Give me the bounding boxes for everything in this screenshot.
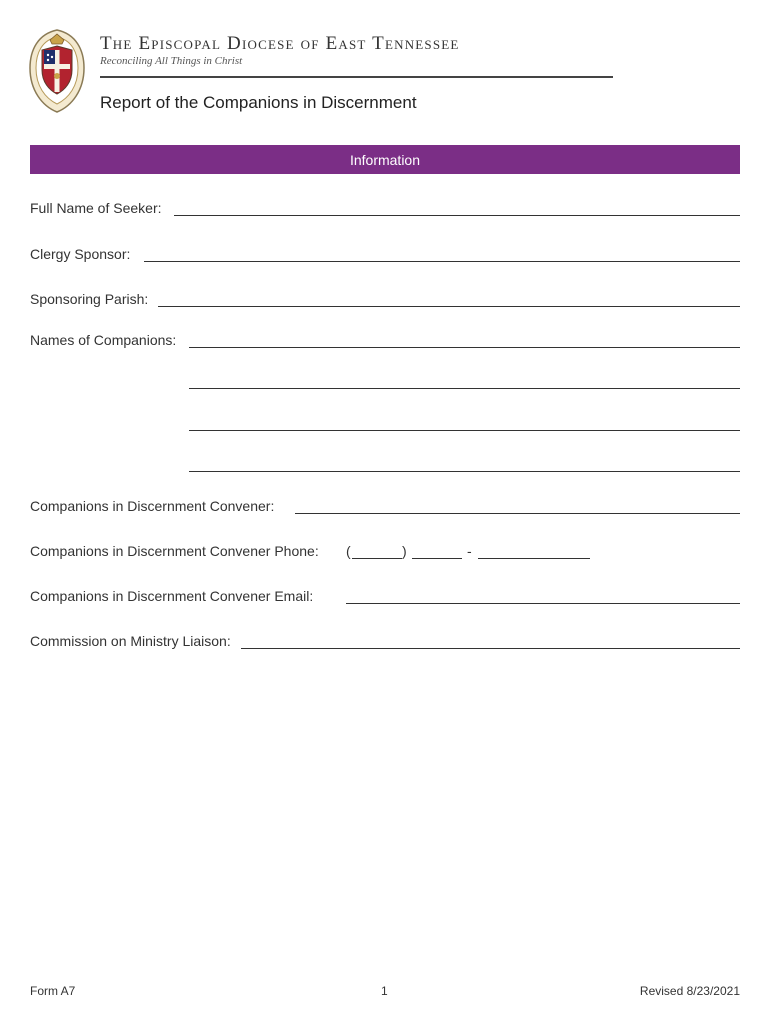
convener-field[interactable] <box>295 513 740 514</box>
phone-prefix-field[interactable] <box>412 558 462 559</box>
seeker-name-field[interactable] <box>174 215 740 216</box>
organization-name: The Episcopal Diocese of East Tennessee <box>100 33 460 54</box>
clergy-sponsor-field[interactable] <box>144 261 740 262</box>
header-divider <box>100 76 613 78</box>
seeker-name-label: Full Name of Seeker: <box>30 200 162 216</box>
companion-name-field-1[interactable] <box>189 347 740 348</box>
companion-name-field-3[interactable] <box>189 430 740 431</box>
liaison-label: Commission on Ministry Liaison: <box>30 633 231 649</box>
footer-form-id: Form A7 <box>30 984 76 998</box>
liaison-field[interactable] <box>241 648 740 649</box>
convener-email-field[interactable] <box>346 603 740 604</box>
convener-phone-label: Companions in Discernment Convener Phone: <box>30 543 319 559</box>
footer-page-number: 1 <box>381 984 388 998</box>
convener-label: Companions in Discernment Convener: <box>30 498 275 514</box>
organization-tagline: Reconciling All Things in Christ <box>100 55 243 67</box>
clergy-sponsor-label: Clergy Sponsor: <box>30 246 131 262</box>
section-header-information: Information <box>30 145 740 174</box>
companion-name-field-4[interactable] <box>189 471 740 472</box>
sponsoring-parish-field[interactable] <box>158 306 740 307</box>
diocese-seal-logo <box>28 28 86 114</box>
companions-names-label: Names of Companions: <box>30 332 177 348</box>
sponsoring-parish-label: Sponsoring Parish: <box>30 291 149 307</box>
phone-open-paren: ( <box>346 543 351 559</box>
phone-dash: - <box>467 543 472 559</box>
phone-close-paren: ) <box>402 543 407 559</box>
companion-name-field-2[interactable] <box>189 388 740 389</box>
phone-area-code-field[interactable] <box>352 558 402 559</box>
convener-email-label: Companions in Discernment Convener Email: <box>30 588 314 604</box>
report-title: Report of the Companions in Discernment <box>100 93 417 112</box>
footer-revised-date: Revised 8/23/2021 <box>639 984 740 998</box>
phone-line-number-field[interactable] <box>478 558 590 559</box>
